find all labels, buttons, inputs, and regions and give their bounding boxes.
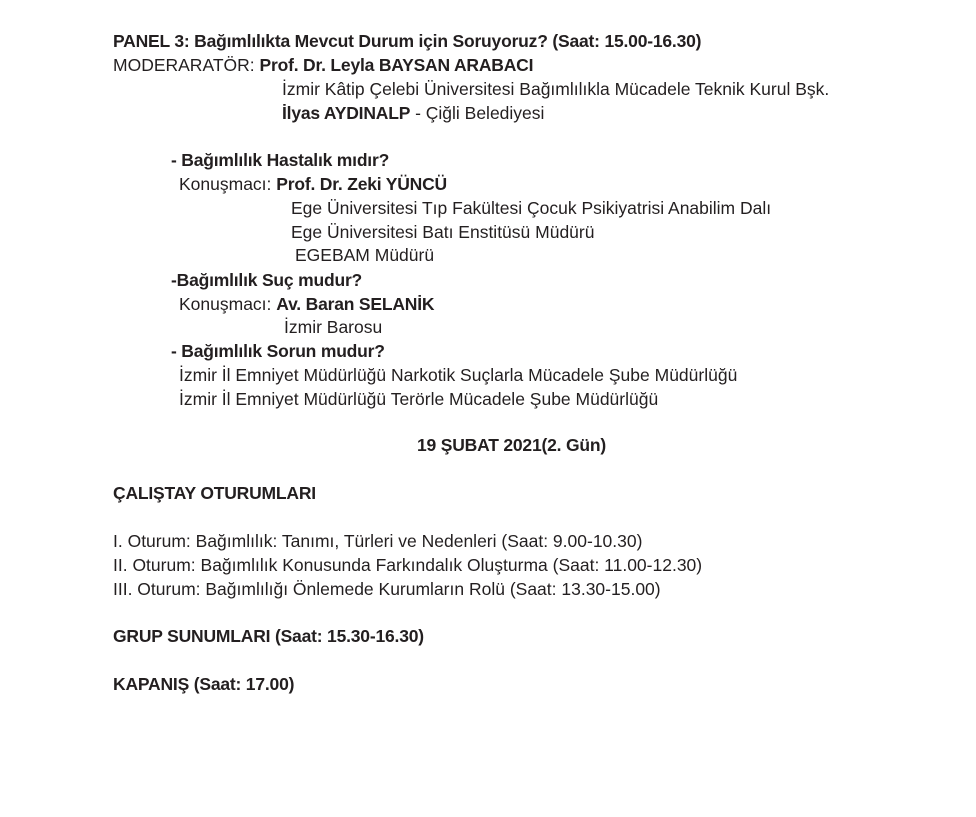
session-item: III. Oturum: Bağımlılığı Önlemede Kurumların Rolü (Saat: 13.30-15.00) — [113, 579, 661, 599]
moderator-label: MODERARATÖR: — [113, 55, 255, 75]
speaker-affiliation: EGEBAM Müdürü — [295, 245, 435, 265]
moderator-name: Prof. Dr. Leyla BAYSAN ARABACI — [259, 55, 534, 75]
day2-date: 19 ŞUBAT 2021(2. Gün) — [417, 435, 607, 455]
topic-title: - Bağımlılık Sorun mudur? — [171, 341, 385, 361]
speaker-line — [179, 172, 447, 196]
panel-title: PANEL 3: Bağımlılıkta Mevcut Durum için Soruyoruz? (Saat: 15.00-16.30) — [113, 31, 702, 51]
topic-title: - Bağımlılık Hastalık mıdır? — [171, 150, 390, 170]
closing: KAPANIŞ (Saat: 17.00) — [113, 674, 295, 694]
moderator-line — [113, 53, 533, 77]
speaker-label: Konuşmacı: — [179, 294, 272, 314]
second-moderator-line — [282, 101, 544, 125]
speaker-name: Prof. Dr. Zeki YÜNCÜ — [276, 174, 447, 194]
moderator-affiliation: İzmir Kâtip Çelebi Üniversitesi Bağımlılıkla Mücadele Teknik Kurul Bşk. — [282, 79, 830, 99]
sessions-heading: ÇALIŞTAY OTURUMLARI — [113, 483, 316, 503]
session-item: I. Oturum: Bağımlılık: Tanımı, Türleri ve Nedenleri (Saat: 9.00-10.30) — [113, 531, 643, 551]
second-moderator-affiliation: - Çiğli Belediyesi — [415, 103, 545, 123]
session-item: II. Oturum: Bağımlılık Konusunda Farkındalık Oluşturma (Saat: 11.00-12.30) — [113, 555, 703, 575]
speaker-line — [179, 292, 434, 316]
topic-title: -Bağımlılık Suç mudur? — [171, 270, 363, 290]
speaker-name: Av. Baran SELANİK — [276, 294, 435, 314]
topic-affiliation: İzmir İl Emniyet Müdürlüğü Narkotik Suçlarla Mücadele Şube Müdürlüğü — [179, 365, 738, 385]
topic-affiliation: İzmir İl Emniyet Müdürlüğü Terörle Mücadele Şube Müdürlüğü — [179, 389, 659, 409]
speaker-affiliation: İzmir Barosu — [284, 317, 383, 337]
second-moderator-name: İlyas AYDINALP — [282, 103, 411, 123]
speaker-affiliation: Ege Üniversitesi Tıp Fakültesi Çocuk Psikiyatrisi Anabilim Dalı — [291, 198, 772, 218]
group-presentations: GRUP SUNUMLARI (Saat: 15.30-16.30) — [113, 626, 424, 646]
speaker-label: Konuşmacı: — [179, 174, 272, 194]
speaker-affiliation: Ege Üniversitesi Batı Enstitüsü Müdürü — [291, 222, 595, 242]
